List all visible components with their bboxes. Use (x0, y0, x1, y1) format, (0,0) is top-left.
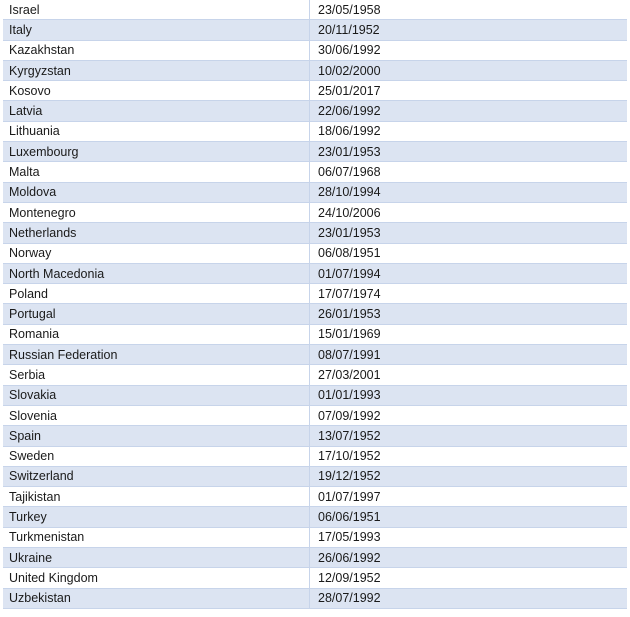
date-cell: 10/02/2000 (310, 60, 628, 80)
date-cell: 26/01/1953 (310, 304, 628, 324)
table-row (3, 263, 627, 283)
date-cell: 17/10/1952 (310, 446, 628, 466)
country-cell: Kazakhstan (3, 40, 310, 60)
table-row (3, 304, 627, 324)
country-cell: Sweden (3, 446, 310, 466)
date-cell: 17/07/1974 (310, 284, 628, 304)
country-cell: Romania (3, 324, 310, 344)
date-cell: 23/05/1958 (310, 0, 628, 20)
country-cell: Uzbekistan (3, 588, 310, 608)
country-cell: Montenegro (3, 202, 310, 222)
date-cell: 23/01/1953 (310, 142, 628, 162)
date-cell: 27/03/2001 (310, 365, 628, 385)
table-row (3, 507, 627, 527)
date-cell: 20/11/1952 (310, 20, 628, 40)
country-cell: Portugal (3, 304, 310, 324)
country-cell: Turkey (3, 507, 310, 527)
country-cell: Serbia (3, 365, 310, 385)
country-cell: Ukraine (3, 548, 310, 568)
table-row (3, 568, 627, 588)
table-body (3, 0, 627, 608)
table-row (3, 284, 627, 304)
table-row (3, 40, 627, 60)
country-cell: Israel (3, 0, 310, 20)
table-row (3, 345, 627, 365)
date-cell: 08/07/1991 (310, 345, 628, 365)
country-cell: Spain (3, 426, 310, 446)
country-cell: Malta (3, 162, 310, 182)
date-cell: 06/06/1951 (310, 507, 628, 527)
table-row (3, 466, 627, 486)
table-row (3, 223, 627, 243)
table-row (3, 182, 627, 202)
table-row (3, 0, 627, 20)
date-cell: 26/06/1992 (310, 548, 628, 568)
country-cell: Norway (3, 243, 310, 263)
country-cell: Lithuania (3, 121, 310, 141)
table-row (3, 588, 627, 608)
country-cell: Netherlands (3, 223, 310, 243)
table-row (3, 548, 627, 568)
date-cell: 06/07/1968 (310, 162, 628, 182)
country-cell: Slovakia (3, 385, 310, 405)
country-cell: Luxembourg (3, 142, 310, 162)
country-cell: Kosovo (3, 81, 310, 101)
date-cell: 01/07/1997 (310, 487, 628, 507)
date-cell: 06/08/1951 (310, 243, 628, 263)
country-cell: Kyrgyzstan (3, 60, 310, 80)
country-cell: Poland (3, 284, 310, 304)
date-cell: 19/12/1952 (310, 466, 628, 486)
date-cell: 28/07/1992 (310, 588, 628, 608)
country-cell: Russian Federation (3, 345, 310, 365)
country-date-table-container (3, 0, 627, 609)
table-row (3, 405, 627, 425)
date-cell: 18/06/1992 (310, 121, 628, 141)
country-cell: United Kingdom (3, 568, 310, 588)
table-row (3, 324, 627, 344)
country-cell: Tajikistan (3, 487, 310, 507)
date-cell: 30/06/1992 (310, 40, 628, 60)
table-row (3, 20, 627, 40)
country-cell: Italy (3, 20, 310, 40)
date-cell: 01/01/1993 (310, 385, 628, 405)
table-row (3, 162, 627, 182)
table-row (3, 446, 627, 466)
date-cell: 23/01/1953 (310, 223, 628, 243)
table-row (3, 202, 627, 222)
table-row (3, 142, 627, 162)
table-row (3, 385, 627, 405)
date-cell: 25/01/2017 (310, 81, 628, 101)
date-cell: 15/01/1969 (310, 324, 628, 344)
country-cell: Slovenia (3, 405, 310, 425)
country-cell: Switzerland (3, 466, 310, 486)
table-row (3, 365, 627, 385)
table-row (3, 487, 627, 507)
table-row (3, 527, 627, 547)
table-row (3, 121, 627, 141)
date-cell: 28/10/1994 (310, 182, 628, 202)
country-cell: North Macedonia (3, 263, 310, 283)
table-row (3, 426, 627, 446)
date-cell: 24/10/2006 (310, 202, 628, 222)
date-cell: 07/09/1992 (310, 405, 628, 425)
date-cell: 13/07/1952 (310, 426, 628, 446)
table-row (3, 243, 627, 263)
country-cell: Latvia (3, 101, 310, 121)
date-cell: 01/07/1994 (310, 263, 628, 283)
date-cell: 22/06/1992 (310, 101, 628, 121)
date-cell: 17/05/1993 (310, 527, 628, 547)
table-row (3, 60, 627, 80)
country-cell: Turkmenistan (3, 527, 310, 547)
table-row (3, 81, 627, 101)
date-cell: 12/09/1952 (310, 568, 628, 588)
country-date-table (3, 0, 627, 609)
country-cell: Moldova (3, 182, 310, 202)
table-row (3, 101, 627, 121)
